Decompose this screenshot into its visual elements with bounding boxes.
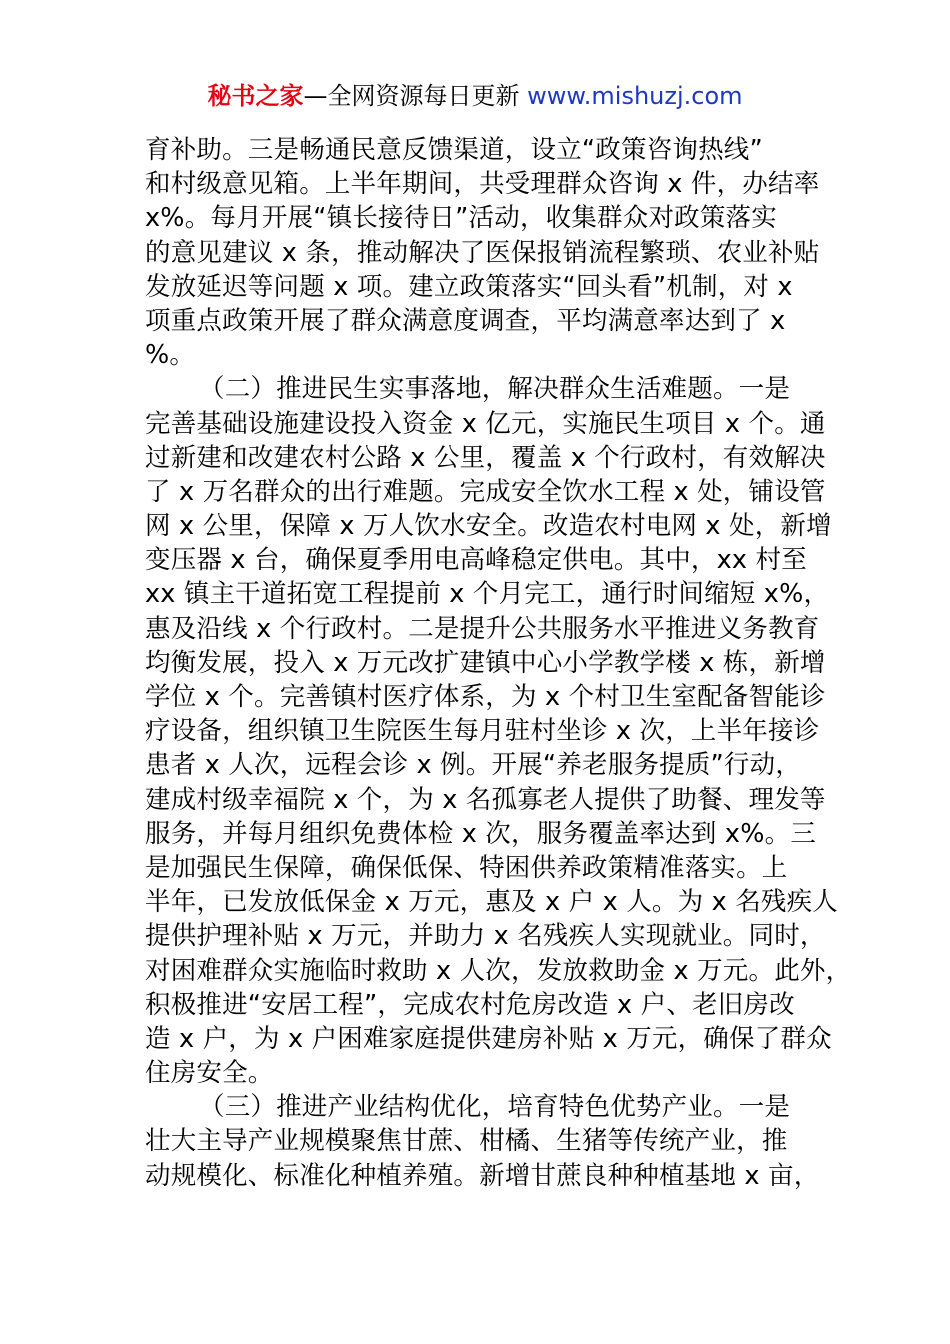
text-line: 积极推进“安居工程”，完成农村危房改造 x 户、老旧房改: [145, 989, 795, 1020]
text-line: 对困难群众实施临时救助 x 人次，发放救助金 x 万元。此外，: [145, 955, 852, 986]
text-line: 过新建和改建农村公路 x 公里，覆盖 x 个行政村，有效解决: [145, 442, 826, 473]
text-line: %。: [145, 340, 196, 371]
text-line: 是加强民生保障，确保低保、特困供养政策精准落实。上: [145, 852, 788, 883]
text-line: 完善基础设施建设投入资金 x 亿元，实施民生项目 x 个。通: [145, 408, 826, 439]
text-line: xx 镇主干道拓宽工程提前 x 个月完工，通行时间缩短 x%，: [145, 579, 830, 610]
text-line: 均衡发展，投入 x 万元改扩建镇中心小学教学楼 x 栋，新增: [145, 647, 826, 678]
text-line: 服务，并每月组织免费体检 x 次，服务覆盖率达到 x%。三: [145, 818, 817, 849]
site-url[interactable]: www.mishuzj.com: [527, 82, 743, 110]
text-line: 了 x 万名群众的出行难题。完成安全饮水工程 x 处，铺设管: [145, 476, 826, 507]
text-line: 的意见建议 x 条，推动解决了医保报销流程繁琐、农业补贴: [145, 237, 820, 268]
text-line: 育补助。三是畅通民意反馈渠道，设立“政策咨询热线”: [145, 135, 763, 165]
text-line: 学位 x 个。完善镇村医疗体系，为 x 个村卫生室配备智能诊: [145, 682, 826, 712]
text-line: x%。每月开展“镇长接待日”活动，收集群众对政策落实: [145, 203, 777, 234]
section-heading-line: （二）推进民生实事落地，解决群众生活难题。一是: [199, 374, 791, 405]
text-line: 提供护理补贴 x 万元，并助力 x 名残疾人实现就业。同时，: [145, 921, 826, 952]
site-tagline: —全网资源每日更新: [303, 82, 528, 110]
section-heading-line: （三）推进产业结构优化，培育特色优势产业。一是: [199, 1092, 791, 1123]
text-line: 惠及沿线 x 个行政村。二是提升公共服务水平推进义务教育: [145, 613, 820, 644]
text-line: 疗设备，组织镇卫生院医生每月驻村坐诊 x 次，上半年接诊: [145, 716, 820, 747]
site-header: [0, 80, 950, 112]
text-line: 住房安全。: [145, 1058, 274, 1089]
text-line: 项重点政策开展了群众满意度调查，平均满意率达到了 x: [145, 305, 786, 336]
text-line: 造 x 户，为 x 户困难家庭提供建房补贴 x 万元，确保了群众: [145, 1023, 832, 1054]
text-line: 半年，已发放低保金 x 万元，惠及 x 户 x 人。为 x 名残疾人: [145, 887, 839, 918]
text-line: 建成村级幸福院 x 个，为 x 名孤寡老人提供了助餐、理发等: [145, 784, 826, 815]
document-body: [145, 133, 852, 1193]
text-line: 动规模化、标准化种植养殖。新增甘蔗良种种植基地 x 亩，: [145, 1160, 820, 1191]
text-line: 网 x 公里，保障 x 万人饮水安全。改造农村电网 x 处，新增: [145, 511, 832, 542]
text-line: 患者 x 人次，远程会诊 x 例。开展“养老服务提质”行动，: [145, 750, 802, 781]
text-line: 壮大主导产业规模聚焦甘蔗、柑橘、生猪等传统产业，推: [145, 1126, 788, 1157]
text-line: 变压器 x 台，确保夏季用电高峰稳定供电。其中，xx 村至: [145, 545, 807, 576]
site-brand: 秘书之家: [207, 82, 304, 110]
text-line: 和村级意见箱。上半年期间，共受理群众咨询 x 件，办结率: [145, 169, 820, 200]
text-line: 发放延迟等问题 x 项。建立政策落实“回头看”机制，对 x: [145, 271, 793, 302]
